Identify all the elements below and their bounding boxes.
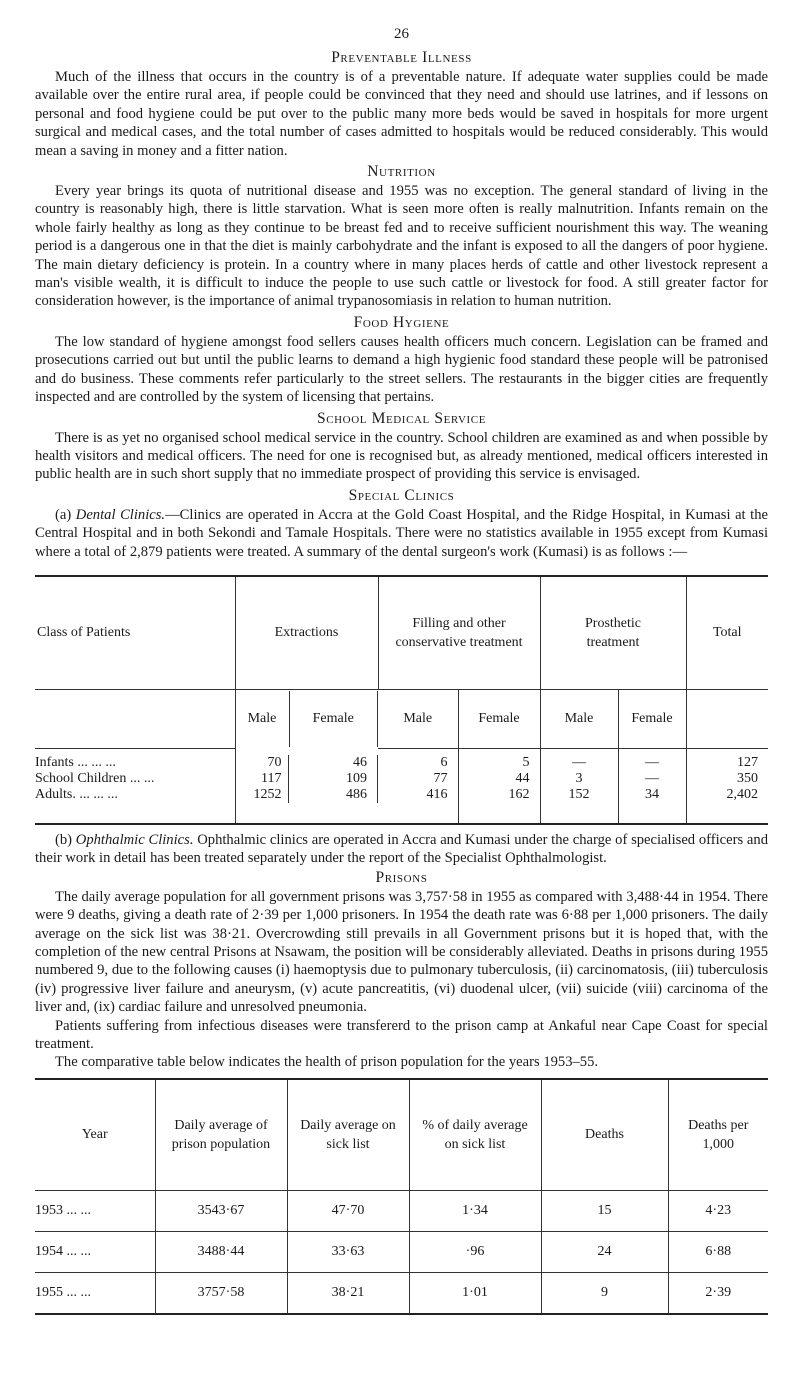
cell-percent: 1·01 [409,1272,541,1314]
cell-ext-male: 1252 [236,787,289,803]
header-percent-sick-list: % of daily average on sick list [409,1079,541,1191]
cell-pros-male: — [540,748,618,771]
cell-fill-male: 6 [378,748,458,771]
header-male: Male [378,689,458,748]
section-heading: Prisons [375,868,428,886]
cell-total: 2,402 [726,786,758,802]
cell-pros-female: 34 [618,787,686,824]
cell-percent: ·96 [409,1231,541,1272]
table-row [35,748,768,771]
item-title: Ophthalmic Clinics. [75,831,194,848]
section-paragraph: The daily average population for all government prisons was 3,757·58 in 1955 as compared with 3,488·44 in 1954. There were 9 deaths, giving a death rate of 2·39 per 1,000 prisoners. In 1954 the death rate was 6·88 per 1,000 prisoners. The daily average on the sick list was 38·21. Overcrowding still prevails in all Government prisons but it is hoped that, with the completion of the new central Prisons at Nsawam, the position will be considerably alleviated. Deaths in prisons during 1955 numbered 9, due to the following causes (i) haemoptysis due to pulmonary tuberculosis, (ii) carcinomatosis, (iii) tuberculosis (iv) progressive liver failure and aneurysm, (v) acute pancreatitis, (vi) duodenal ulcer, (vii) suicide (viii) carcinoma of the liver and, (ix) cardiac failure and unresolved pneumonia. [35,888,768,1016]
section-special-clinics [35,486,768,561]
dental-clinics-paragraph [35,506,768,561]
table-row [35,1231,768,1272]
table-row [35,787,768,824]
cell-total: 350 [737,770,758,786]
header-female: Female [618,689,686,748]
cell-class: School Children ... ... [35,771,235,787]
cell-sick-list: 47·70 [287,1190,409,1231]
cell-fill-female: 44 [458,771,540,787]
cell-ext-female: 486 [289,787,379,803]
cell-ext-male: 70 [236,755,289,771]
cell-ext-female: 109 [289,771,379,787]
item-title: Dental Clinics. [75,506,166,523]
section-heading: Nutrition [367,163,436,181]
cell-fill-male: 77 [378,771,458,787]
cell-ext-male: 117 [236,771,289,787]
section-paragraph: Much of the illness that occurs in the country is of a preventable nature. If adequate water supplies could be made available over the entire rural area, if people could be convinced that they need and should use latrines, and if lessons on personal and food hygiene could be put over to the public many more beds would be saved in hospitals for more urgent surgical and medical cases, and the total number of cases admitted to hospitals would be reduced considerably. This would mean a saving in money and a fitter nation. [35,69,768,159]
cell-population: 3543·67 [155,1190,287,1231]
header-filling: Filling and other conservative treatment [378,576,540,690]
cell-year: 1954 ... ... [35,1231,155,1272]
table-row [35,771,768,787]
section-food-hygiene [35,313,768,407]
cell-class: Adults. ... ... ... [35,787,235,824]
header-blank [686,689,768,748]
cell-sick-list: 33·63 [287,1231,409,1272]
cell-pros-male: 3 [540,771,618,787]
cell-ext-pair [235,771,378,787]
section-heading: Preventable Illness [331,49,472,66]
header-daily-average-sick-list: Daily average on sick list [287,1079,409,1191]
cell-pros-male: 152 [540,787,618,824]
cell-deaths: 15 [541,1190,668,1231]
header-ext-sub [235,689,378,748]
header-prosthetic: Prosthetic treatment [540,576,686,690]
section-school-medical-service [35,409,768,484]
cell-sick-list: 38·21 [287,1272,409,1314]
header-deaths: Deaths [541,1079,668,1191]
section-paragraph: Patients suffering from infectious diseases were transfererd to the prison camp at Ankaful near Cape Coast for special treatment. [35,1017,768,1052]
cell-total: 127 [737,754,758,770]
ophthalmic-clinics-paragraph [35,831,768,868]
item-text: Ophthalmic clinics are operated in Accra and Kumasi under the charge of specialised officers and their work in detail has been treated separately under the report of the Specialist Ophthalmologist. [35,831,768,867]
header-extractions: Extractions [235,576,378,690]
header-male: Male [236,691,290,747]
section-heading: Food Hygiene [353,313,450,331]
cell-deaths: 24 [541,1231,668,1272]
dental-work-table [35,575,768,825]
item-text: —Clinics are operated in Accra at the Gold Coast Hospital, and the Ridge Hospital, in Kumasi at the Central Hospital and in both Sekondi and Tamale Hospitals. There were no statistics available in 1955 except from Kumasi where a total of 2,879 patients were treated. A summary of the dental surgeon's work (Kumasi) is as follows :— [35,506,768,560]
section-preventable-illness [35,48,768,160]
cell-class: Infants ... ... ... [35,748,235,771]
cell-year: 1955 ... ... [35,1272,155,1314]
cell-pros-female: — [618,748,686,771]
section-paragraph: The comparative table below indicates the health of prison population for the years 1953–55. [55,1054,599,1071]
cell-deaths-per-1000: 2·39 [705,1284,732,1300]
header-blank [35,689,235,748]
cell-ext-pair [235,748,378,771]
header-daily-average-population: Daily average of prison population [155,1079,287,1191]
section-heading: School Medical Service [316,409,487,427]
header-female: Female [290,691,379,747]
section-prisons [35,868,768,1072]
header-class-of-patients: Class of Patients [35,576,235,690]
cell-ext-female: 46 [289,755,379,771]
header-total: Total [686,576,768,690]
section-heading: Special Clinics [348,486,455,504]
cell-percent: 1·34 [409,1190,541,1231]
section-nutrition [35,162,768,311]
cell-ext-pair [235,787,378,824]
cell-deaths-per-1000: 4·23 [668,1190,768,1231]
section-paragraph: There is as yet no organised school medical service in the country. School children are examined as and when possible by health visitors and medical officers. The need for one is recognised but, as already mentioned, medical officers interested in public health are in such short supply that no immediate prospect of providing this service is envisaged. [35,429,768,483]
item-label: (a) [55,506,72,523]
cell-deaths: 9 [541,1272,668,1314]
header-male: Male [540,689,618,748]
cell-fill-female: 5 [458,748,540,771]
header-female: Female [458,689,540,748]
header-deaths-per-1000: Deaths per 1,000 [668,1079,768,1191]
cell-fill-female: 162 [458,787,540,824]
table-row [35,1272,768,1314]
cell-population: 3757·58 [155,1272,287,1314]
section-paragraph: Every year brings its quota of nutritional disease and 1955 was no exception. The general standard of living in the country is reasonably high, there is little starvation. What is seen more often is really malnutrition. Infants remain on the whole fairly healthy as long as they continue to be breast fed and to receive sufficient nourishment this way. The weaning period is a dangerous one in that the diet is mainly carbohydrate and the infant is exposed to all the dangers of poor hygiene. The main dietary deficiency is protein. In a country where in many places herds of cattle and other livestock represent a man's visible wealth, it is difficult to induce the people to use such cattle or livestock for food. A still greater factor for consideration however, is the importance of animal trypanosomiasis in relation to human nutrition. [35,183,768,310]
cell-year: 1953 ... ... [35,1190,155,1231]
cell-fill-male: 416 [378,787,458,824]
prison-health-table [35,1078,768,1315]
item-label: (b) [55,831,73,848]
page-number: 26 [394,26,409,42]
header-year: Year [35,1079,155,1191]
table-row [35,1190,768,1231]
cell-pros-female: — [618,771,686,787]
cell-population: 3488·44 [155,1231,287,1272]
section-paragraph: The low standard of hygiene amongst food sellers causes health officers much concern. Legislation can be framed and prosecutions carried out but until the public learns to demand a high hygienic food standard these people will be patronised and do business. These comments refer particularly to the street sellers. The restaurants in the bigger cities are frequently inspected and are controlled by the system of licensing that pertains. [35,333,768,406]
cell-deaths-per-1000: 6·88 [668,1231,768,1272]
